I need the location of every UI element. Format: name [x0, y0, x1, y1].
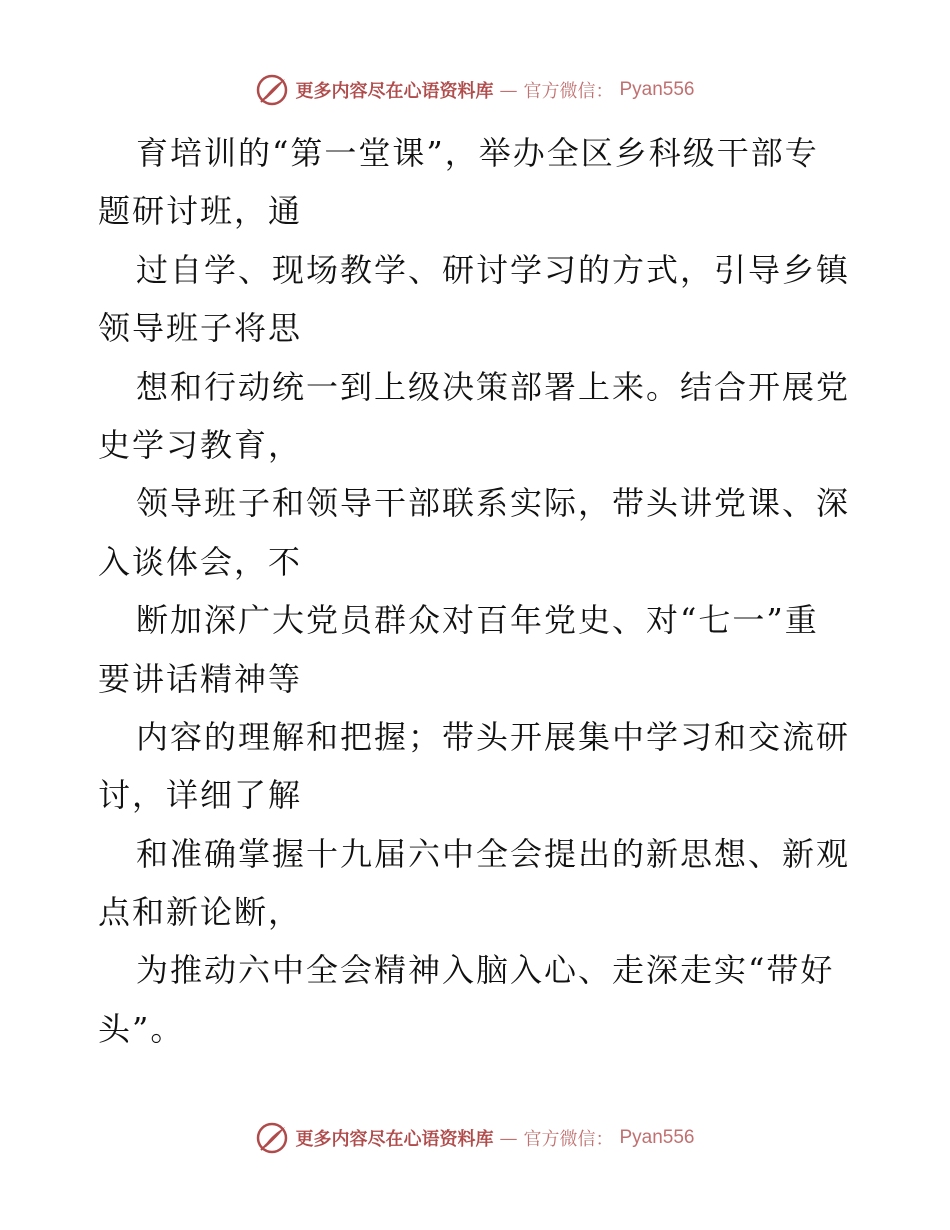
text-line: 育培训的“第一堂课”，举办全区乡科级干部专	[136, 134, 819, 172]
text-line: 头”。	[98, 1009, 185, 1048]
text-line: 入谈体会，不	[98, 542, 303, 581]
text-line: 点和新论断，	[98, 893, 303, 932]
text-line: 内容的理解和把握；带头开展集中学习和交流研	[136, 717, 851, 756]
quill-logo-icon	[255, 1121, 289, 1155]
text-line: 和准确掌握十九届六中全会提出的新思想、新观	[136, 834, 851, 873]
watermark-contact-label: 官方微信：	[523, 1129, 614, 1150]
text-line: 为推动六中全会精神入脑入心、走深走实“带好	[136, 951, 835, 990]
text-line: 想和行动统一到上级决策部署上来。结合开展党	[136, 367, 851, 406]
watermark-contact-label: 官方微信：	[523, 81, 614, 102]
watermark-dash: —	[499, 79, 518, 101]
quill-logo-icon	[255, 73, 289, 107]
header-watermark	[0, 70, 950, 110]
text-line: 史学习教育，	[98, 425, 303, 464]
text-line: 领导班子将思	[98, 309, 303, 348]
watermark-dash: —	[499, 1127, 518, 1149]
watermark-brand: 更多内容尽在心语资料库	[295, 1129, 494, 1150]
text-line: 要讲话精神等	[98, 659, 303, 698]
text-line: 领导班子和领导干部联系实际，带头讲党课、深	[136, 484, 851, 523]
text-line: 讨，详细了解	[98, 776, 303, 815]
footer-watermark	[0, 1118, 950, 1158]
document-body	[98, 124, 850, 1058]
watermark-brand: 更多内容尽在心语资料库	[295, 81, 494, 102]
text-line: 题研讨班，通	[98, 192, 303, 231]
text-line: 过自学、现场教学、研讨学习的方式，引导乡镇	[136, 250, 851, 289]
watermark-wechat-id: Pyan556	[619, 1127, 695, 1148]
watermark-wechat-id: Pyan556	[619, 79, 695, 100]
text-line: 断加深广大党员群众对百年党史、对“七一”重	[136, 601, 819, 640]
